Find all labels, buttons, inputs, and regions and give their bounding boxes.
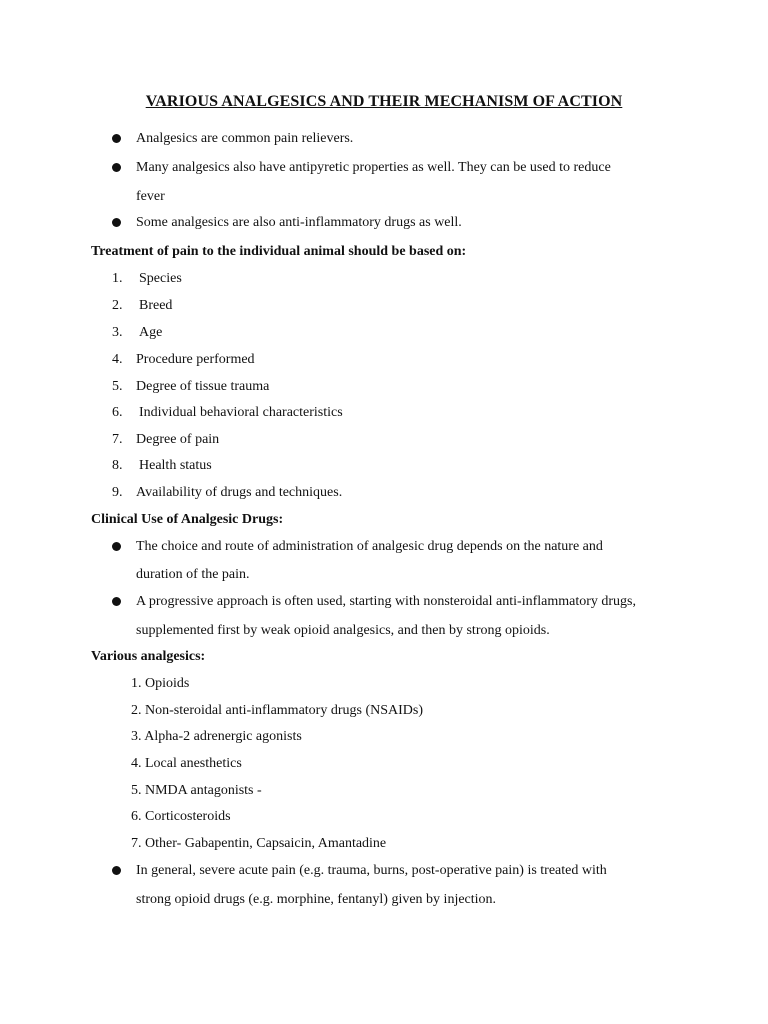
treatment-item-text: Procedure performed	[136, 352, 255, 367]
intro-bullet-3-line-1: Some analgesics are also anti-inflammatory drugs as well.	[136, 215, 462, 230]
intro-bullet-2-line-2: fever	[136, 189, 165, 204]
bullet-icon	[112, 542, 121, 551]
closing-bullet-line-1: In general, severe acute pain (e.g. trauma, burns, post-operative pain) is treated with	[136, 863, 607, 878]
treatment-item-number: 4.	[112, 352, 123, 367]
treatment-item-text: Age	[139, 325, 163, 340]
bullet-icon	[112, 597, 121, 606]
treatment-item-number: 2.	[112, 298, 123, 313]
clinical-bullet-2-line-1: A progressive approach is often used, starting with nonsteroidal anti-inflammatory drugs,	[136, 594, 637, 609]
treatment-item-text: Health status	[139, 458, 212, 473]
page-title: VARIOUS ANALGESICS AND THEIR MECHANISM OF ACTION	[145, 93, 623, 110]
treatment-heading: Treatment of pain to the individual animal should be based on:	[91, 244, 467, 259]
analgesic-item: 6. Corticosteroids	[131, 809, 231, 824]
analgesic-item: 5. NMDA antagonists -	[131, 783, 262, 798]
bullet-icon	[112, 163, 121, 172]
treatment-item-number: 1.	[112, 271, 123, 286]
clinical-bullet-1-line-1: The choice and route of administration of analgesic drug depends on the nature and	[136, 539, 603, 554]
treatment-item-text: Species	[139, 271, 182, 286]
intro-bullet-2-line-1: Many analgesics also have antipyretic properties as well. They can be used to reduce	[136, 160, 611, 175]
treatment-item-text: Degree of tissue trauma	[136, 379, 270, 394]
treatment-item-number: 9.	[112, 485, 123, 500]
treatment-item-number: 7.	[112, 432, 123, 447]
treatment-item-number: 6.	[112, 405, 123, 420]
closing-bullet-line-2: strong opioid drugs (e.g. morphine, fentanyl) given by injection.	[136, 892, 497, 907]
analgesic-item: 1. Opioids	[131, 676, 190, 691]
treatment-item-text: Availability of drugs and techniques.	[136, 485, 343, 500]
analgesic-item: 2. Non-steroidal anti-inflammatory drugs (NSAIDs)	[131, 703, 423, 718]
bullet-icon	[112, 134, 121, 143]
treatment-item-number: 5.	[112, 379, 123, 394]
analgesic-item: 7. Other- Gabapentin, Capsaicin, Amantadine	[131, 836, 387, 851]
clinical-bullet-1-line-2: duration of the pain.	[136, 567, 250, 582]
various-heading: Various analgesics:	[91, 649, 206, 664]
bullet-icon	[112, 218, 121, 227]
analgesic-item: 3. Alpha-2 adrenergic agonists	[131, 729, 302, 744]
bullet-icon	[112, 866, 121, 875]
clinical-heading: Clinical Use of Analgesic Drugs:	[91, 512, 284, 527]
treatment-item-text: Breed	[139, 298, 173, 313]
treatment-item-number: 8.	[112, 458, 123, 473]
treatment-item-text: Individual behavioral characteristics	[139, 405, 343, 420]
clinical-bullet-2-line-2: supplemented first by weak opioid analgesics, and then by strong opioids.	[136, 623, 550, 638]
treatment-item-text: Degree of pain	[136, 432, 220, 447]
treatment-item-number: 3.	[112, 325, 123, 340]
analgesic-item: 4. Local anesthetics	[131, 756, 242, 771]
intro-bullet-1-line-1: Analgesics are common pain relievers.	[136, 131, 354, 146]
